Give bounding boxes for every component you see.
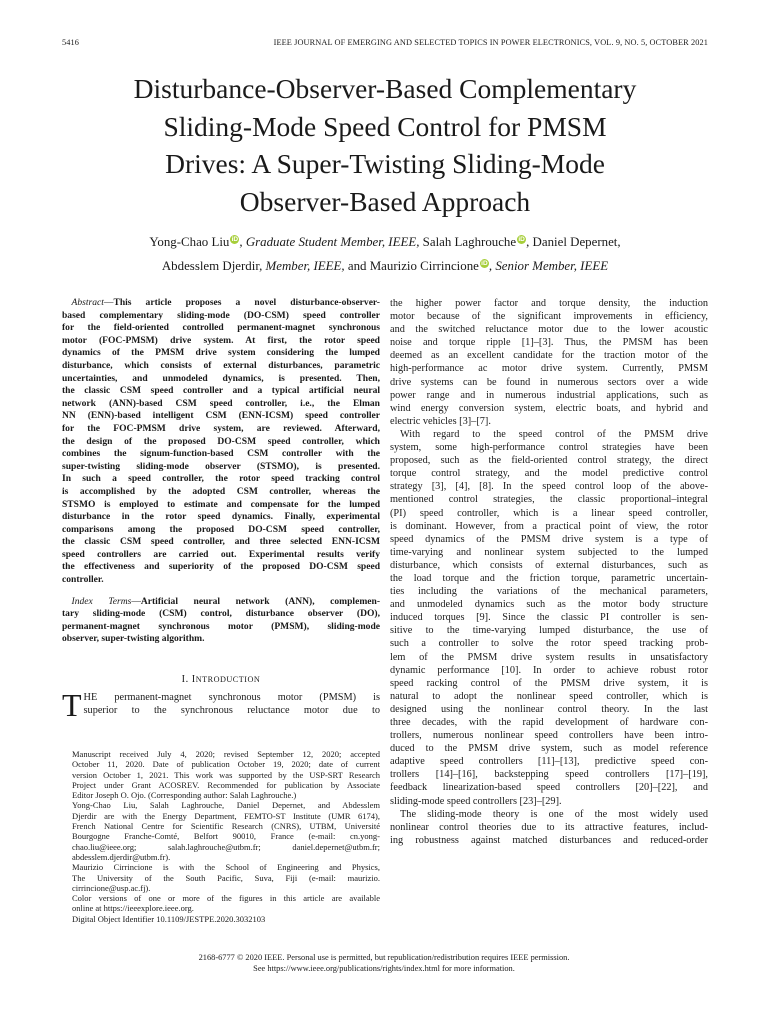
body-paragraph-2	[390, 428, 708, 808]
body-line: feedback linearization-based speed controllers [20]–[22], and	[390, 782, 708, 794]
author-membership: Member, IEEE,	[262, 259, 345, 273]
index-terms-dash: —	[131, 595, 141, 607]
abstract-line: motor (FOC-PMSM) drive system. At first, the rotor speed	[62, 334, 380, 346]
right-column	[390, 297, 708, 847]
body-paragraph-1	[390, 297, 708, 428]
paper-title	[60, 70, 710, 220]
footnote-line: cirrincione@usp.ac.fj).	[72, 882, 151, 893]
section-heading	[62, 673, 380, 686]
author-line-1	[60, 230, 710, 254]
body-line: motor because of the significant improvements in efficiency,	[390, 311, 708, 323]
abstract-text: This article proposes a novel disturbance-observer-	[113, 297, 380, 308]
body-line: speed racking control of the PMSM drive system, it is	[390, 677, 708, 689]
abstract-line: network (ANN)-based CSM speed controller, i.e., the Elman	[62, 397, 380, 409]
body-line: and unmodeled dynamics such as the motor body structure	[390, 599, 708, 611]
footnote-line: Yong-Chao Liu, Salah Laghrouche, Daniel Depernet, and Abdesslem	[72, 800, 380, 811]
copyright-notice	[60, 953, 708, 974]
journal-header: IEEE JOURNAL OF EMERGING AND SELECTED TOPICS IN POWER ELECTRONICS, VOL. 9, NO. 5, OCTOBER 2021	[273, 38, 708, 47]
body-line: strategy [3], [4], [8]. In the speed control loop of the above-	[390, 481, 708, 493]
author-list	[60, 230, 710, 278]
body-line: With regard to the speed control of the PMSM drive	[400, 428, 708, 440]
body-line: lem of the PMSM drive system results in unsatisfactory	[390, 651, 708, 663]
footnote-color-versions	[62, 893, 380, 914]
footnote-line: chao.liu@ieee.org; salah.laghrouche@utbm.fr; daniel.depernet@utbm.fr;	[72, 841, 380, 852]
body-line: time-varying and nonlinear system subjected to the lumped	[390, 546, 708, 558]
body-line: trollers, numerous nonlinear speed controllers have been intro-	[390, 730, 708, 742]
abstract-line: the design of the proposed DO-CSM speed controller, which	[62, 435, 380, 447]
body-line: power range and in numerous industrial applications, such as	[390, 389, 708, 401]
page-number: 5416	[62, 38, 79, 47]
body-line: natural to adopt the nonlinear speed controller, which is	[390, 690, 708, 702]
author-line-2	[60, 254, 710, 278]
abstract-line: based complementary sliding-mode (DO-CSM) speed controller	[62, 309, 380, 321]
body-line: dynamic performance [10]. In order to achieve robust rotor	[390, 664, 708, 676]
index-terms-line: permanent-magnet synchronous motor (PMSM), sliding-mode	[62, 620, 380, 632]
abstract-line: dynamics of the PMSM drive system considering the lumped	[62, 347, 380, 359]
footnote-line: October 11, 2020. Date of publication October 19, 2020; date of current	[72, 759, 380, 770]
abstract-line: is accomplished by the adopted CSM controller, whereas the	[62, 485, 380, 497]
footnote-manuscript	[62, 749, 380, 800]
abstract-line: the effectiveness and superiority of the proposed DO-CSM speed	[62, 561, 380, 573]
body-line: deemed as an excellent candidate for the traction motor of the	[390, 350, 708, 362]
drop-cap: T	[62, 687, 82, 724]
footnote-line: Color versions of one or more of the figures in this article are available	[72, 893, 380, 904]
abstract-line: uncertainties, and unmodeled dynamics, is presented. Then,	[62, 372, 380, 384]
body-line: mentioned control strategies, the classic proportional–integral	[390, 494, 708, 506]
running-head	[62, 38, 708, 50]
footnote-line: Djerdir are with the Energy Department, FEMTO-ST Institute (UMR 6174),	[72, 810, 380, 821]
body-line: torque control strategy, and the model predictive control	[390, 468, 708, 480]
body-line: sliding-mode speed controllers [23]–[29].	[390, 795, 562, 807]
author-membership: , Graduate Student Member, IEEE,	[239, 235, 420, 249]
copyright-line: 2168-6777 © 2020 IEEE. Personal use is permitted, but republication/redistribution requires IEEE permission.	[198, 953, 570, 962]
body-line: ing robustness against matched disturbances and reduced-order	[390, 834, 708, 846]
body-line: noise and torque ripple [1]–[3]. Thus, the PMSM has been	[390, 337, 708, 349]
abstract-line: STSMO is employed to estimate and compensate for the lumped	[62, 498, 380, 510]
author-name: Salah Laghrouche	[419, 235, 517, 249]
author-name: Abdesslem Djerdir,	[161, 259, 263, 273]
author-name: , Daniel Depernet,	[526, 235, 621, 249]
body-line: such a controller to solve the rotor speed tracking prob-	[390, 638, 708, 650]
abstract-line: comparisons among the proposed DO-CSM speed controller,	[62, 523, 380, 535]
body-line: three decades, with the rapid development of hardware con-	[390, 717, 708, 728]
section-number: I. I	[181, 674, 196, 686]
body-line: designed using the nonlinear control theory. In the last	[390, 703, 708, 715]
footnote-line: version October 1, 2021. This work was supported by the USP-SRT Research	[72, 769, 380, 780]
title-line: Observer-Based Approach	[239, 185, 531, 217]
abstract-line: for the FOC-PMSM drive system, are reviewed. Afterward,	[62, 422, 380, 434]
orcid-icon[interactable]: iD	[518, 236, 525, 243]
body-line: duced to the PMSM drive system, such as model reference	[390, 743, 708, 755]
body-line: disturbance, which consists of external disturbances, such as	[390, 559, 708, 571]
author-name: and Maurizio Cirrincione	[344, 259, 479, 273]
author-name: Yong-Chao Liu	[149, 235, 230, 249]
index-terms-line	[62, 596, 380, 609]
footnote-line: abdesslem.djerdir@utbm.fr).	[72, 851, 171, 862]
abstract-line: disturbance, which consists of external disturbances, parametric	[62, 359, 380, 371]
body-line: the higher power factor and torque density, the induction	[390, 298, 708, 309]
body-line: ties including the variations of the mechanical parameters,	[390, 586, 708, 598]
abstract-line: disturbance in the rotor speed dynamics. Finally, experimental	[62, 511, 380, 523]
abstract-line: the classic CSM speed controller and a typical artificial neural	[62, 385, 380, 397]
abstract-line: speed controllers are carried out. Experimental results verify	[62, 548, 380, 560]
body-line: high-performance ac motor drive system. Currently, PMSM	[390, 363, 708, 375]
body-line: and the switched reluctance motor due to the lower acoustic	[390, 324, 708, 336]
footnote-line: French National Centre for Scientific Research (CNRS), UTBM, Université	[72, 821, 380, 832]
index-terms-line: tary sliding-mode (CSM) control, disturbance observer (DO),	[62, 608, 380, 620]
abstract	[62, 297, 380, 587]
abstract-label: Abstract	[71, 297, 104, 308]
abstract-line: the classic CSM speed controller, and three selected ENN-ICSM	[62, 536, 380, 548]
footnotes	[62, 749, 380, 924]
footnote-line: Bourgogne Franche-Comté, Belfort 90010, France (e-mail: cn.yong-	[72, 831, 380, 842]
abstract-line: NN (ENN)-based intelligent CSM (ENN-ICSM) speed controller	[62, 410, 380, 422]
index-terms-label: Index Terms	[71, 595, 132, 607]
body-line: wind energy conversion system, electric boats, and hybrid and	[390, 402, 708, 414]
body-line: (PI) speed controller, which is a linear speed controller,	[390, 507, 708, 519]
body-line: sitive to the time-varying lumped disturbance, the use of	[390, 625, 708, 637]
footnote-affiliation-1	[62, 800, 380, 862]
introduction-paragraph	[62, 687, 380, 724]
body-line: proposed, such as the field-oriented control strategy, the direct	[390, 455, 708, 467]
body-line: drive systems can be found in numerous sectors over a wide	[390, 376, 708, 388]
index-terms-line: observer, super-twisting algorithm.	[62, 633, 205, 645]
index-terms	[62, 596, 380, 646]
footnote-line: Maurizio Cirrincione is with the School of Engineering and Physics,	[72, 862, 380, 873]
orcid-icon[interactable]: iD	[231, 236, 239, 243]
footnote-doi	[62, 914, 380, 924]
abstract-line: In such a speed controller, the rotor speed tracking control	[62, 473, 380, 485]
left-column	[62, 297, 381, 724]
body-paragraph-3	[390, 808, 708, 847]
author-membership: , Senior Member, IEEE	[488, 259, 609, 273]
body-line: HE permanent-magnet synchronous motor (PMSM) is	[83, 692, 380, 704]
body-line: superior to the synchronous reluctance motor due to	[83, 705, 380, 717]
abstract-dash: —	[103, 297, 114, 308]
footnote-line: Editor Joseph O. Ojo. (Corresponding author: Salah Laghrouche.)	[72, 790, 297, 801]
title-line: Drives: A Super-Twisting Sliding-Mode	[165, 148, 605, 180]
doi-line: Digital Object Identifier 10.1109/JESTPE.2020.3032103	[72, 913, 266, 924]
body-line: nonlinear control theories due to its attractive features, includ-	[390, 821, 708, 833]
footnote-line: Manuscript received July 4, 2020; revised September 12, 2020; accepted	[72, 749, 380, 759]
index-terms-text: Artificial neural network (ANN), complemen-	[140, 595, 381, 607]
copyright-line: See https://www.ieee.org/publications/rights/index.html for more information.	[253, 963, 515, 973]
body-line: electric vehicles [3]–[7].	[390, 415, 491, 427]
orcid-icon[interactable]: iD	[481, 260, 488, 267]
title-line: Disturbance-Observer-Based Complementary	[133, 73, 637, 104]
body-line: the load torque and the friction torque, parametric uncertain-	[390, 572, 708, 584]
abstract-line: super-twisting sliding-mode observer (STSMO), is presented.	[62, 460, 380, 472]
body-line: adaptive speed controllers [11]–[13], predictive speed con-	[390, 756, 708, 768]
body-line: trollers [14]–[16], backstepping speed controllers [17]–[19],	[390, 769, 708, 781]
footnote-line: The University of the South Pacific, Suva, Fiji (e-mail: maurizio.	[72, 872, 380, 883]
footnote-line: Project under Grant ACOSREV. Recommended for publication by Associate	[72, 779, 380, 790]
body-line: The sliding-mode theory is one of the most widely used	[400, 808, 708, 820]
footnote-line: online at https://ieeexplore.ieee.org.	[72, 903, 194, 914]
abstract-line: controller.	[62, 574, 104, 586]
footnote-affiliation-2	[62, 862, 380, 893]
abstract-line: combines the signum-function-based CSM controller with the	[62, 448, 380, 460]
abstract-line	[62, 297, 380, 310]
body-line: speed dynamics of the PMSM drive system is a type of	[390, 533, 708, 545]
abstract-line: for the field-oriented controlled permanent-magnet synchronous	[62, 322, 380, 334]
body-line: system, some high-performance control strategies have been	[390, 442, 708, 454]
section-title: NTRODUCTION	[195, 675, 261, 685]
body-line: is dominant. However, from a practical point of view, the rotor	[390, 520, 708, 532]
body-line: induced torques [9]. Since the classic PI controller is sen-	[390, 612, 708, 624]
title-line: Sliding-Mode Speed Control for PMSM	[163, 110, 607, 142]
